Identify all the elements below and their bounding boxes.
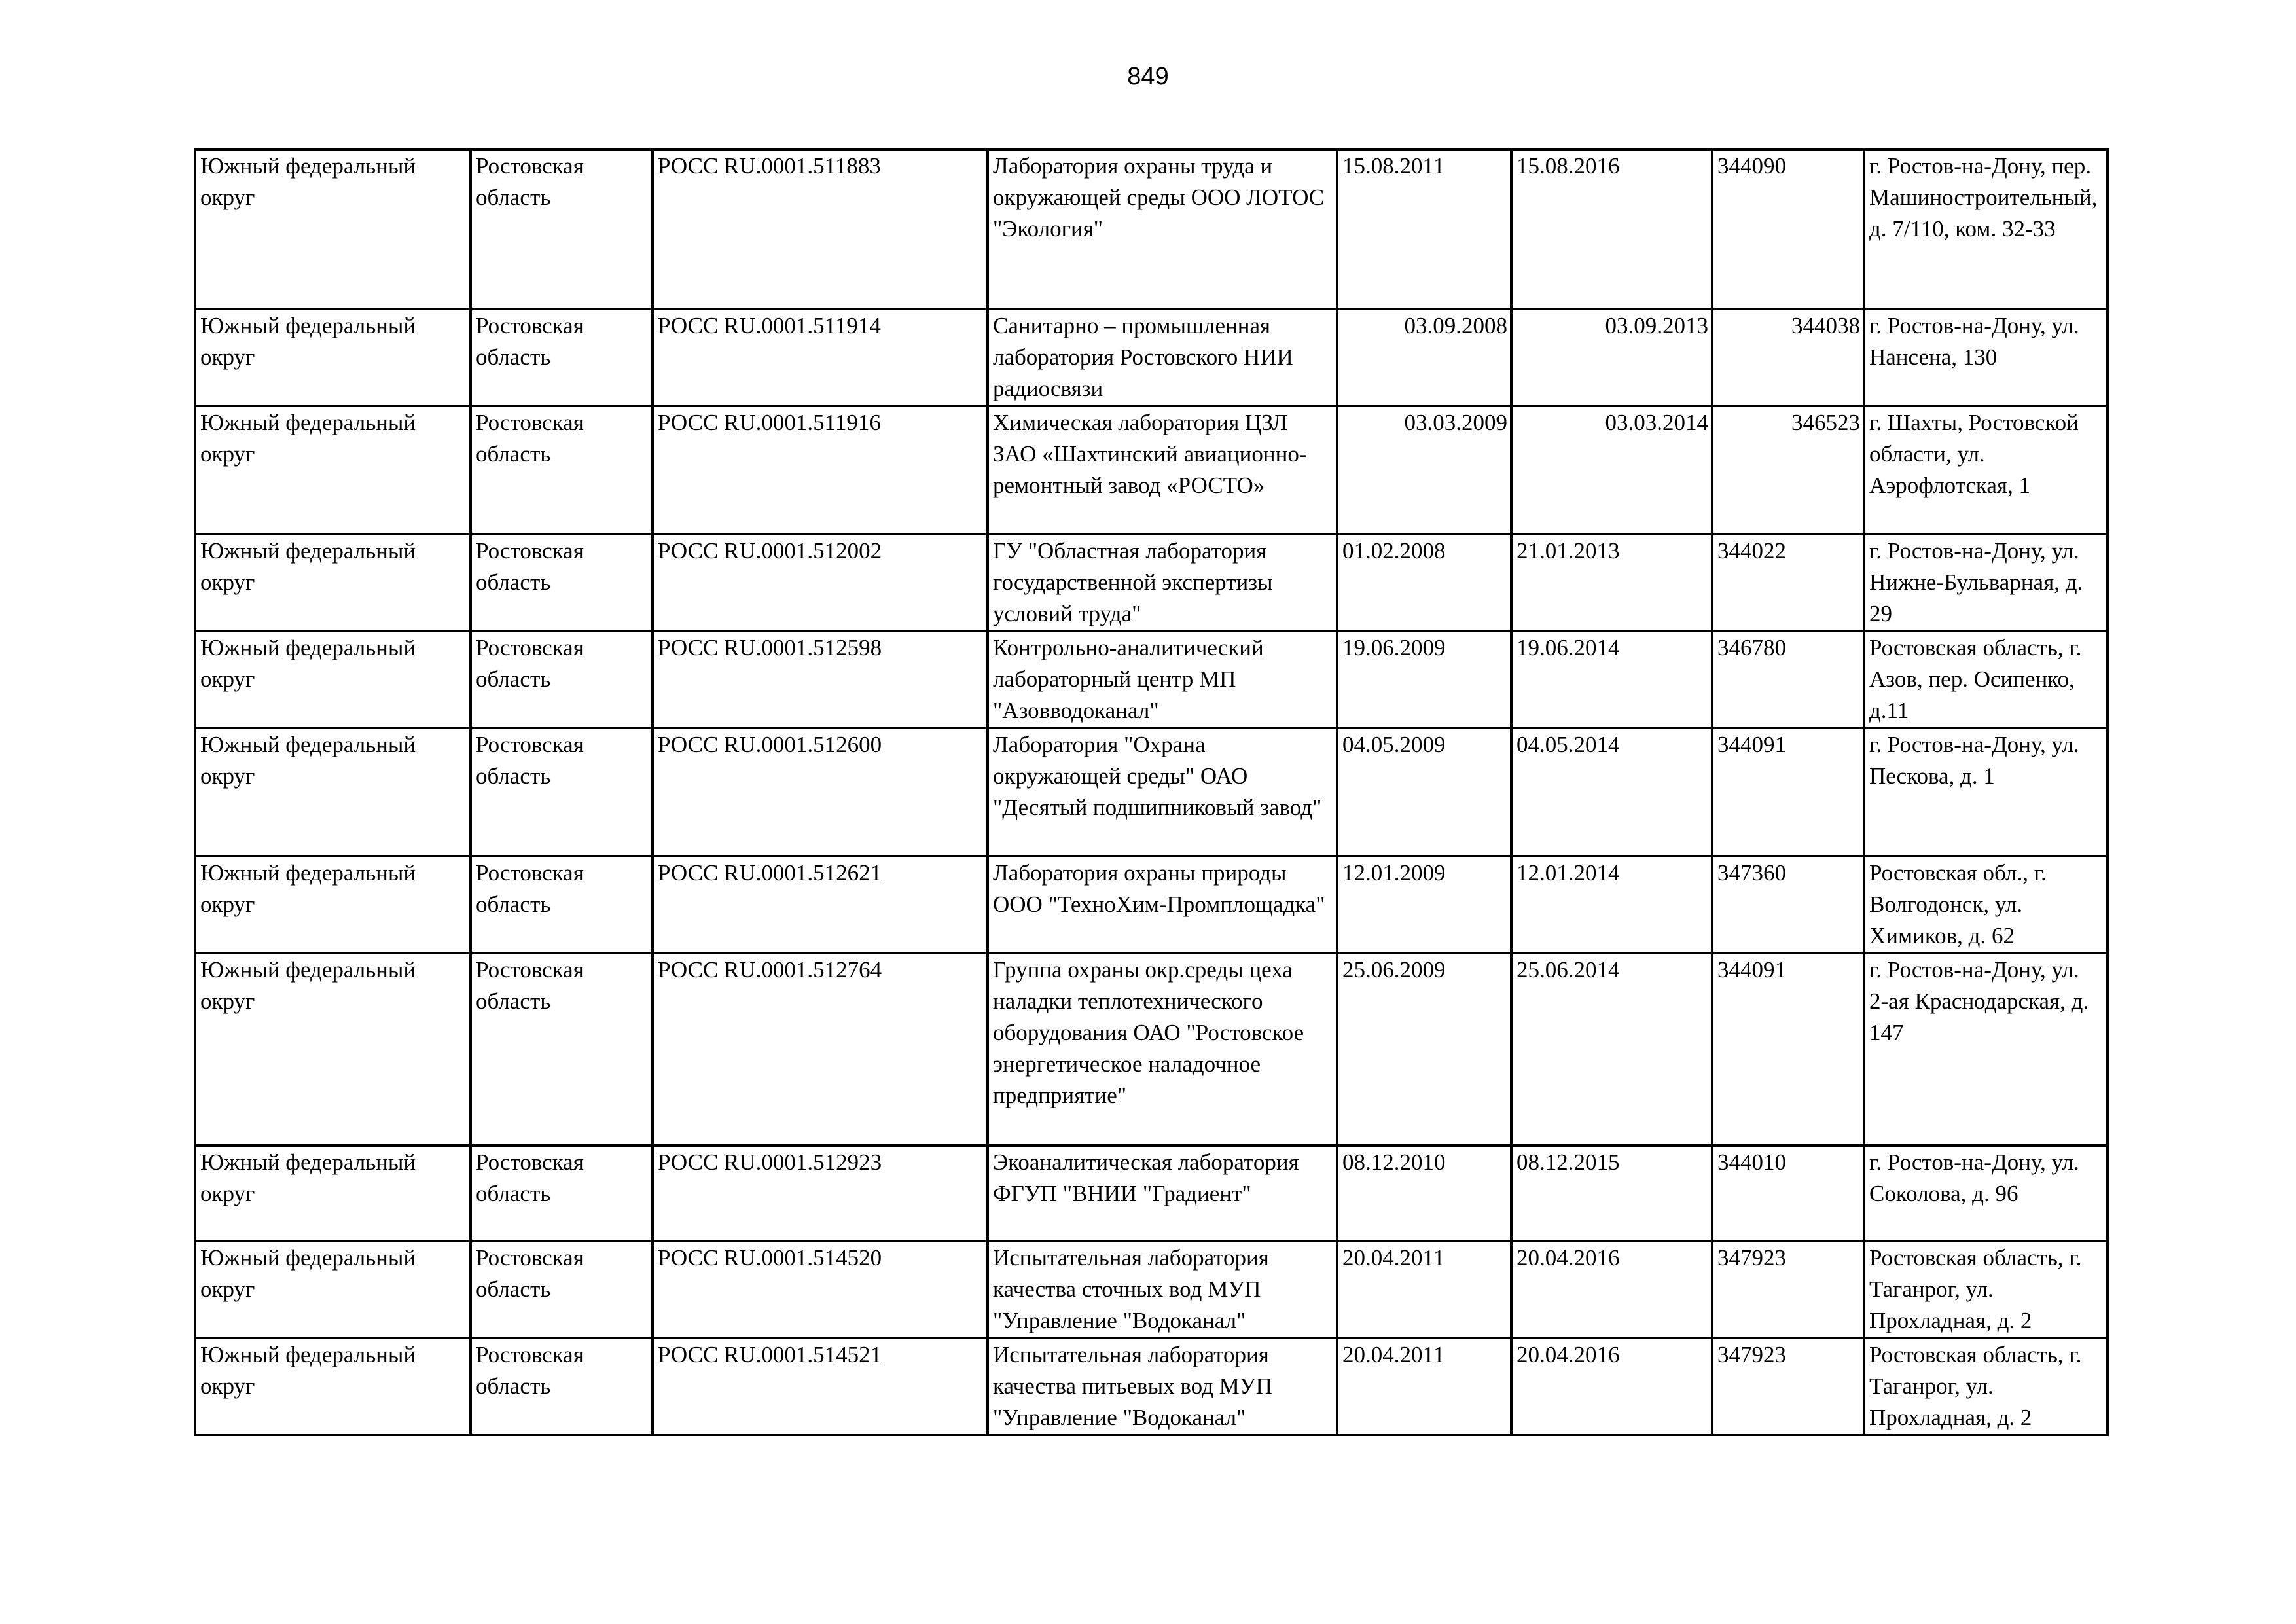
laboratory-name-cell: Лаборатория охраны природы ООО "ТехноХим-Промплощадка" xyxy=(988,856,1337,953)
region-cell: Ростовская область xyxy=(471,631,653,728)
region-cell: Ростовская область xyxy=(471,406,653,534)
table-row xyxy=(195,309,2108,406)
expiry-date-cell: 20.04.2016 xyxy=(1511,1241,1712,1338)
postcode-cell: 347360 xyxy=(1712,856,1864,953)
region-cell: Ростовская область xyxy=(471,728,653,856)
table-row xyxy=(195,1146,2108,1241)
accreditation-date-cell: 15.08.2011 xyxy=(1337,149,1511,309)
expiry-date-cell: 19.06.2014 xyxy=(1511,631,1712,728)
region-cell: Ростовская область xyxy=(471,856,653,953)
expiry-date-cell: 03.03.2014 xyxy=(1511,406,1712,534)
district-cell: Южный федеральный округ xyxy=(195,1241,471,1338)
page-number: 849 xyxy=(1127,63,1169,90)
accreditation-date-cell: 03.09.2008 xyxy=(1337,309,1511,406)
laboratory-name-cell: Испытательная лаборатория качества питьевых вод МУП "Управление "Водоканал" xyxy=(988,1338,1337,1435)
postcode-cell: 344091 xyxy=(1712,953,1864,1146)
registration-number-cell: РОСС RU.0001.512600 xyxy=(653,728,988,856)
laboratory-name-cell: Экоаналитическая лаборатория ФГУП "ВНИИ "Градиент" xyxy=(988,1146,1337,1241)
address-cell: г. Ростов-на-Дону, ул. Нижне-Бульварная, д. 29 xyxy=(1864,534,2108,631)
table-row xyxy=(195,534,2108,631)
address-cell: г. Ростов-на-Дону, ул. Соколова, д. 96 xyxy=(1864,1146,2108,1241)
accreditation-date-cell: 04.05.2009 xyxy=(1337,728,1511,856)
district-cell: Южный федеральный округ xyxy=(195,631,471,728)
region-cell: Ростовская область xyxy=(471,1241,653,1338)
postcode-cell: 344022 xyxy=(1712,534,1864,631)
registration-number-cell: РОСС RU.0001.511914 xyxy=(653,309,988,406)
accreditation-date-cell: 25.06.2009 xyxy=(1337,953,1511,1146)
address-cell: Ростовская область, г. Таганрог, ул. Прохладная, д. 2 xyxy=(1864,1338,2108,1435)
table-row xyxy=(195,728,2108,856)
address-cell: Ростовская область, г. Таганрог, ул. Прохладная, д. 2 xyxy=(1864,1241,2108,1338)
address-cell: г. Шахты, Ростовской области, ул. Аэрофлотская, 1 xyxy=(1864,406,2108,534)
laboratory-name-cell: Санитарно – промышленная лаборатория Ростовского НИИ радиосвязи xyxy=(988,309,1337,406)
postcode-cell: 346523 xyxy=(1712,406,1864,534)
table-row xyxy=(195,631,2108,728)
laboratory-name-cell: Испытательная лаборатория качества сточных вод МУП "Управление "Водоканал" xyxy=(988,1241,1337,1338)
district-cell: Южный федеральный округ xyxy=(195,953,471,1146)
registration-number-cell: РОСС RU.0001.514521 xyxy=(653,1338,988,1435)
table-row xyxy=(195,1338,2108,1435)
postcode-cell: 347923 xyxy=(1712,1338,1864,1435)
region-cell: Ростовская область xyxy=(471,149,653,309)
district-cell: Южный федеральный округ xyxy=(195,534,471,631)
table-row xyxy=(195,406,2108,534)
laboratory-registry-table xyxy=(194,148,2109,1436)
accreditation-date-cell: 12.01.2009 xyxy=(1337,856,1511,953)
accreditation-date-cell: 08.12.2010 xyxy=(1337,1146,1511,1241)
postcode-cell: 344090 xyxy=(1712,149,1864,309)
region-cell: Ростовская область xyxy=(471,953,653,1146)
region-cell: Ростовская область xyxy=(471,534,653,631)
postcode-cell: 347923 xyxy=(1712,1241,1864,1338)
expiry-date-cell: 08.12.2015 xyxy=(1511,1146,1712,1241)
address-cell: г. Ростов-на-Дону, ул. Пескова, д. 1 xyxy=(1864,728,2108,856)
registration-number-cell: РОСС RU.0001.512598 xyxy=(653,631,988,728)
district-cell: Южный федеральный округ xyxy=(195,728,471,856)
expiry-date-cell: 04.05.2014 xyxy=(1511,728,1712,856)
laboratory-name-cell: Контрольно-аналитический лабораторный центр МП "Азовводоканал" xyxy=(988,631,1337,728)
address-cell: г. Ростов-на-Дону, ул. 2-ая Краснодарская, д. 147 xyxy=(1864,953,2108,1146)
postcode-cell: 344010 xyxy=(1712,1146,1864,1241)
region-cell: Ростовская область xyxy=(471,309,653,406)
region-cell: Ростовская область xyxy=(471,1338,653,1435)
accreditation-date-cell: 03.03.2009 xyxy=(1337,406,1511,534)
expiry-date-cell: 12.01.2014 xyxy=(1511,856,1712,953)
laboratory-name-cell: Группа охраны окр.среды цеха наладки теплотехнического оборудования ОАО "Ростовское энергетическое наладочное предприятие" xyxy=(988,953,1337,1146)
address-cell: Ростовская обл., г. Волгодонск, ул. Химиков, д. 62 xyxy=(1864,856,2108,953)
region-cell: Ростовская область xyxy=(471,1146,653,1241)
expiry-date-cell: 03.09.2013 xyxy=(1511,309,1712,406)
laboratory-name-cell: ГУ "Областная лаборатория государственной экспертизы условий труда" xyxy=(988,534,1337,631)
district-cell: Южный федеральный округ xyxy=(195,309,471,406)
accreditation-date-cell: 20.04.2011 xyxy=(1337,1241,1511,1338)
address-cell: г. Ростов-на-Дону, ул. Нансена, 130 xyxy=(1864,309,2108,406)
expiry-date-cell: 25.06.2014 xyxy=(1511,953,1712,1146)
district-cell: Южный федеральный округ xyxy=(195,149,471,309)
accreditation-date-cell: 01.02.2008 xyxy=(1337,534,1511,631)
registration-number-cell: РОСС RU.0001.511883 xyxy=(653,149,988,309)
registration-number-cell: РОСС RU.0001.512621 xyxy=(653,856,988,953)
registration-number-cell: РОСС RU.0001.512923 xyxy=(653,1146,988,1241)
laboratory-name-cell: Лаборатория охраны труда и окружающей среды ООО ЛОТОС "Экология" xyxy=(988,149,1337,309)
accreditation-date-cell: 20.04.2011 xyxy=(1337,1338,1511,1435)
table-row xyxy=(195,856,2108,953)
registration-number-cell: РОСС RU.0001.514520 xyxy=(653,1241,988,1338)
district-cell: Южный федеральный округ xyxy=(195,406,471,534)
postcode-cell: 346780 xyxy=(1712,631,1864,728)
district-cell: Южный федеральный округ xyxy=(195,856,471,953)
expiry-date-cell: 20.04.2016 xyxy=(1511,1338,1712,1435)
registration-number-cell: РОСС RU.0001.511916 xyxy=(653,406,988,534)
address-cell: г. Ростов-на-Дону, пер. Машиностроительный, д. 7/110, ком. 32-33 xyxy=(1864,149,2108,309)
expiry-date-cell: 15.08.2016 xyxy=(1511,149,1712,309)
laboratory-name-cell: Химическая лаборатория ЦЗЛ ЗАО «Шахтинский авиационно-ремонтный завод «РОСТО» xyxy=(988,406,1337,534)
postcode-cell: 344038 xyxy=(1712,309,1864,406)
laboratory-name-cell: Лаборатория "Охрана окружающей среды" ОАО "Десятый подшипниковый завод" xyxy=(988,728,1337,856)
accreditation-date-cell: 19.06.2009 xyxy=(1337,631,1511,728)
expiry-date-cell: 21.01.2013 xyxy=(1511,534,1712,631)
table-row xyxy=(195,1241,2108,1338)
registration-number-cell: РОСС RU.0001.512002 xyxy=(653,534,988,631)
table-row xyxy=(195,149,2108,309)
table-row xyxy=(195,953,2108,1146)
district-cell: Южный федеральный округ xyxy=(195,1146,471,1241)
address-cell: Ростовская область, г. Азов, пер. Осипенко, д.11 xyxy=(1864,631,2108,728)
district-cell: Южный федеральный округ xyxy=(195,1338,471,1435)
postcode-cell: 344091 xyxy=(1712,728,1864,856)
registration-number-cell: РОСС RU.0001.512764 xyxy=(653,953,988,1146)
